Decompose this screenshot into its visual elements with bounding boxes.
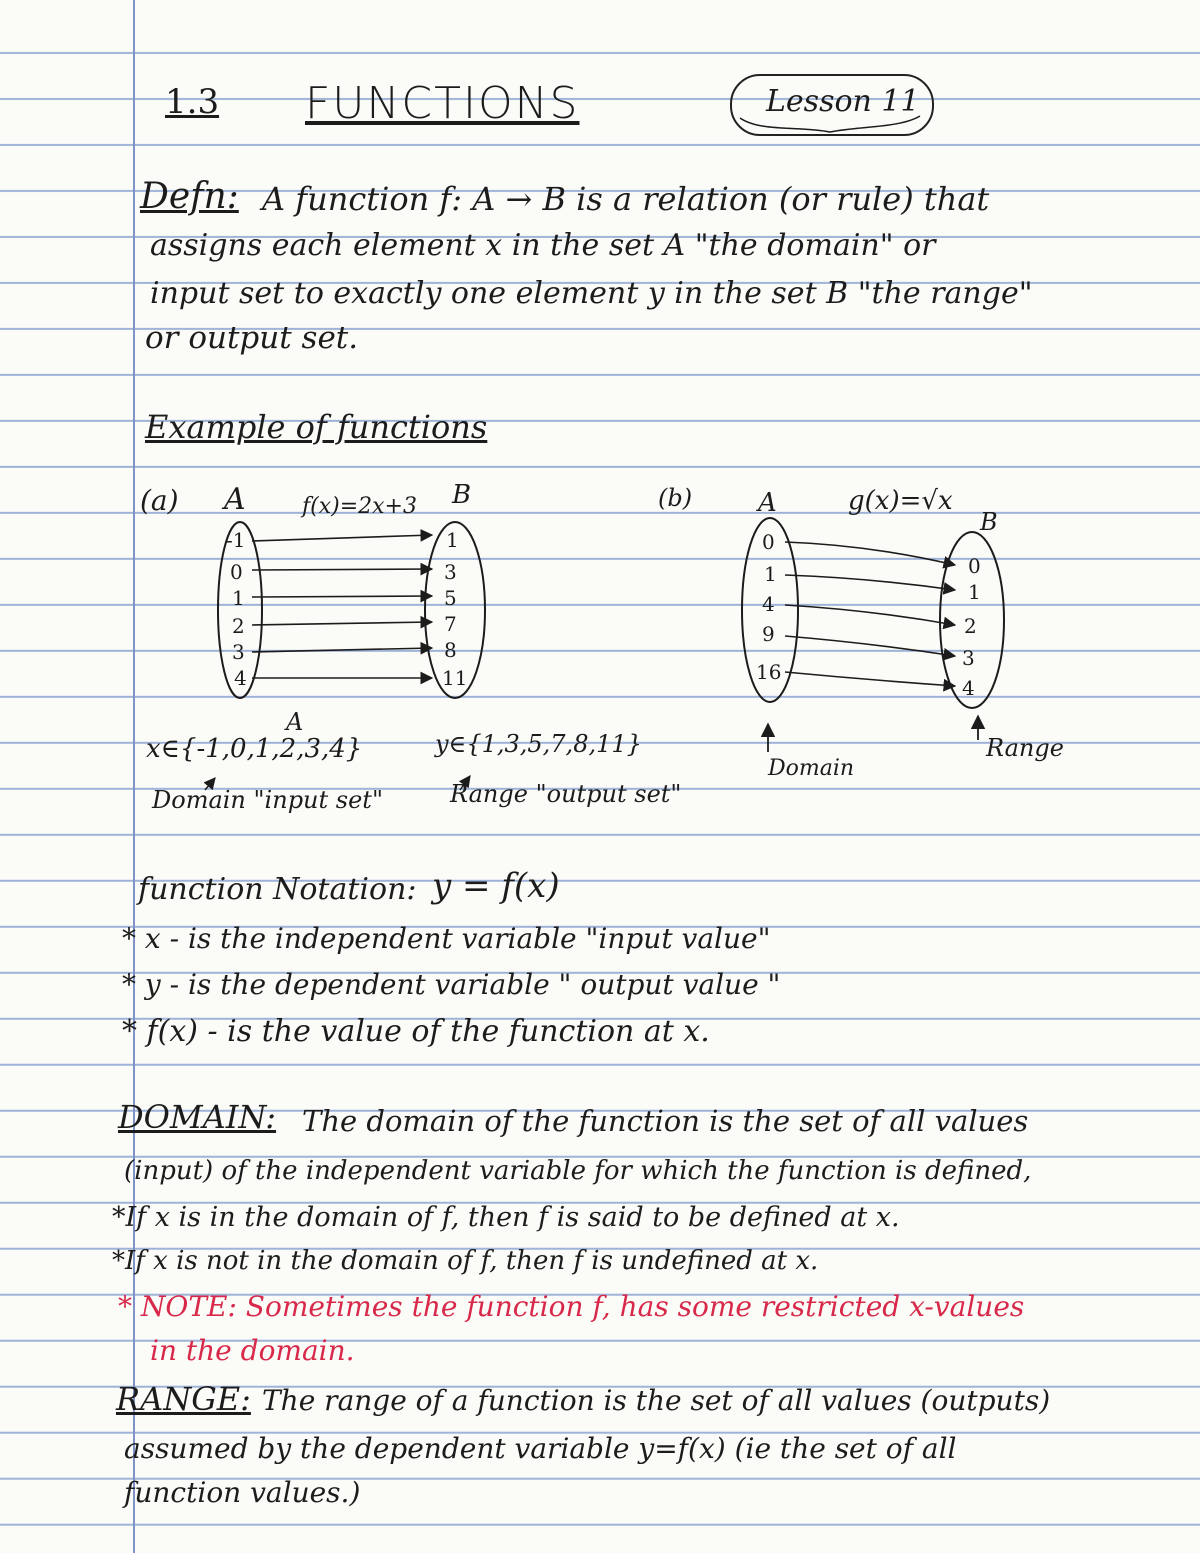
lesson-badge-scribble [740,116,920,132]
example-a-domain-note: Domain "input set" [152,786,383,814]
range-line-2: assumed by the dependent variable y=f(x) (ie the set of all [124,1432,957,1465]
mapping-arrow [785,575,955,590]
notation-equation: y = f(x) [432,866,560,906]
example-a-rule: f(x)=2x+3 [302,494,417,519]
example-a-range-note: Range "output set" [450,780,682,808]
range-value: 3 [444,560,457,584]
domain-note-line-2: in the domain. [150,1334,355,1367]
range-line-1: The range of a function is the set of all values (outputs) [262,1384,1051,1417]
domain-value: 9 [762,622,775,646]
definition-line-1: A function f: A → B is a relation (or rule) that [262,180,990,218]
definition-line-2: assigns each element x in the set A "the domain" or [150,228,936,263]
example-b-arrows [785,542,955,686]
example-a-range-pointer [460,776,470,790]
notation-bullet-3: * f(x) - is the value of the function at x. [122,1014,710,1049]
section-number: 1.3 [165,82,220,122]
lesson-badge-text: Lesson 11 [766,84,920,119]
range-value: 4 [962,676,975,700]
mapping-arrow [785,605,955,625]
example-a-x-set: x∈{-1,0,1,2,3,4} [146,734,363,764]
range-value: 1 [968,580,981,604]
notation-bullet-1: * x - is the independent variable "input value" [122,922,771,955]
example-a-set-a-label: A [224,482,246,517]
notation-heading: function Notation: [138,872,417,907]
example-a-domain-pointer [205,778,215,790]
example-b-range-arrow-label: Range [986,734,1064,762]
definition-label: Defn: [140,176,239,217]
range-line-3: function values.) [124,1476,361,1509]
mapping-arrow [252,569,432,570]
definition-line-3: input set to exactly one element y in the set B "the range" [150,276,1033,311]
domain-value: 0 [230,560,243,584]
example-a-label: (a) [140,484,179,517]
mapping-arrow [785,542,955,565]
example-a-y-set: y∈{1,3,5,7,8,11} [435,730,642,758]
example-b-label: (b) [658,484,693,512]
range-value: 8 [444,638,457,662]
example-b-set-b-label: B [980,508,998,536]
domain-line-2: (input) of the independent variable for which the function is defined, [124,1156,1032,1186]
mapping-arrow [252,622,432,625]
example-a-set-caption: A [286,708,304,736]
domain-value: 1 [764,562,777,586]
example-b-rule: g(x)=√x [848,486,953,516]
domain-line-3: *If x is in the domain of f, then f is said to be defined at x. [112,1202,900,1233]
range-value: 0 [968,554,981,578]
example-a-range-oval [425,522,485,698]
domain-value: 2 [232,614,245,638]
notation-bullet-2: * y - is the dependent variable " output value " [122,968,781,1001]
domain-value: 0 [762,530,775,554]
domain-value: 1 [232,586,245,610]
domain-value: 3 [232,640,245,664]
domain-value: 16 [756,660,782,684]
range-value: 11 [442,666,468,690]
range-value: 1 [446,528,459,552]
domain-line-4: *If x is not in the domain of f, then f is undefined at x. [112,1246,819,1276]
domain-label: DOMAIN: [118,1098,277,1136]
range-value: 7 [444,612,457,636]
domain-value: -1 [226,528,246,552]
examples-heading: Example of functions [145,408,488,446]
example-b-set-a-label: A [758,488,777,518]
example-b-domain-arrow-label: Domain [768,756,855,781]
mapping-arrow [252,535,432,541]
example-a-set-b-label: B [452,480,472,510]
range-label: RANGE: [116,1380,251,1418]
example-b-domain-oval [742,518,798,702]
example-a-arrows [252,535,432,678]
definition-line-4: or output set. [145,320,359,356]
example-b-range-oval [940,532,1004,708]
example-a-domain-oval [218,522,262,698]
domain-line-1: The domain of the function is the set of all values [302,1104,1029,1138]
domain-note-line-1: * NOTE: Sometimes the function f, has some restricted x-values [118,1290,1025,1323]
mapping-arrow [252,648,432,652]
range-value: 5 [444,586,457,610]
mapping-arrow [785,672,955,686]
page-title: FUNCTIONS [305,78,580,129]
mapping-arrow [252,596,432,597]
domain-value: 4 [234,666,247,690]
domain-value: 4 [762,592,775,616]
mapping-arrow [785,636,955,656]
range-value: 3 [962,646,975,670]
range-value: 2 [964,614,977,638]
